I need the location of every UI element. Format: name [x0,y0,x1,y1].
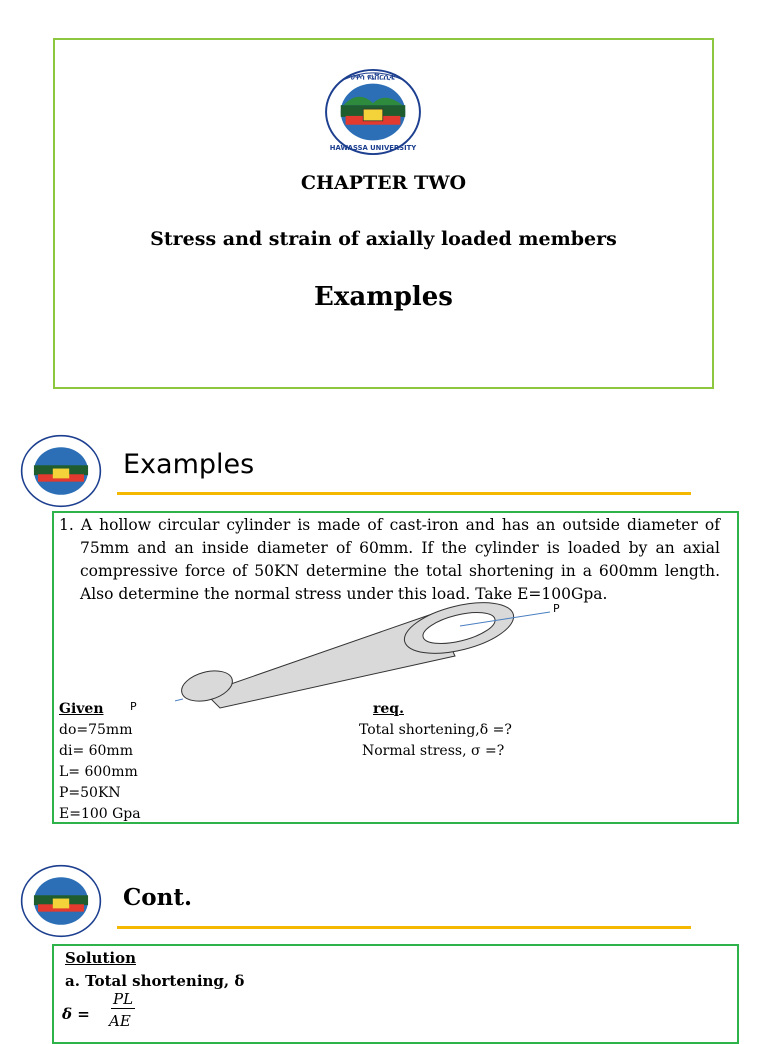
given-item: E=100 Gpa [59,806,141,822]
formula-denominator: AE [109,1012,131,1030]
given-item: P=50KN [59,785,121,801]
slide-title: Cont. [123,884,192,911]
logo-text-bottom: HAWASSA UNIVERSITY [329,144,417,153]
hollow-cylinder-diagram [175,598,570,718]
problem-statement: 1. A hollow circular cylinder is made of cast-iron and has an outside diameter of 75mm and an inside diameter of 60mm. If the cylinder is loaded by an axial compressive force of 50KN determine the total shortening in a 600mm length. Also determine the normal stress under this load. Take E=100Gpa. [59,516,720,603]
formula-numerator: PL [113,990,134,1008]
title-underline [117,492,691,495]
logo-text-top: ሀዋሳ ዩኒቨርሲቲ [350,72,396,82]
required-item: Total shortening,δ =? [359,722,512,738]
solution-box [52,944,739,1044]
given-item: do=75mm [59,722,133,738]
university-logo-small [20,864,102,938]
slide-heading: Examples [314,282,453,312]
part-a-heading: a. Total shortening, δ [65,972,245,990]
given-item: di= 60mm [59,743,133,759]
university-logo [324,68,422,156]
given-item: L= 600mm [59,764,138,780]
label-p-right: P [553,602,560,615]
slide-title: Examples [123,449,255,480]
university-logo-small [20,434,102,508]
chapter-subtitle: Stress and strain of axially loaded members [150,228,617,250]
required-item: Normal stress, σ =? [362,743,505,759]
required-heading: req. [373,701,404,717]
chapter-title: CHAPTER TWO [300,172,467,194]
label-p-left: P [130,700,137,713]
formula-lhs: δ = [62,1005,90,1023]
given-heading: Given [59,701,104,717]
solution-heading: Solution [65,949,136,967]
title-underline [117,926,691,929]
